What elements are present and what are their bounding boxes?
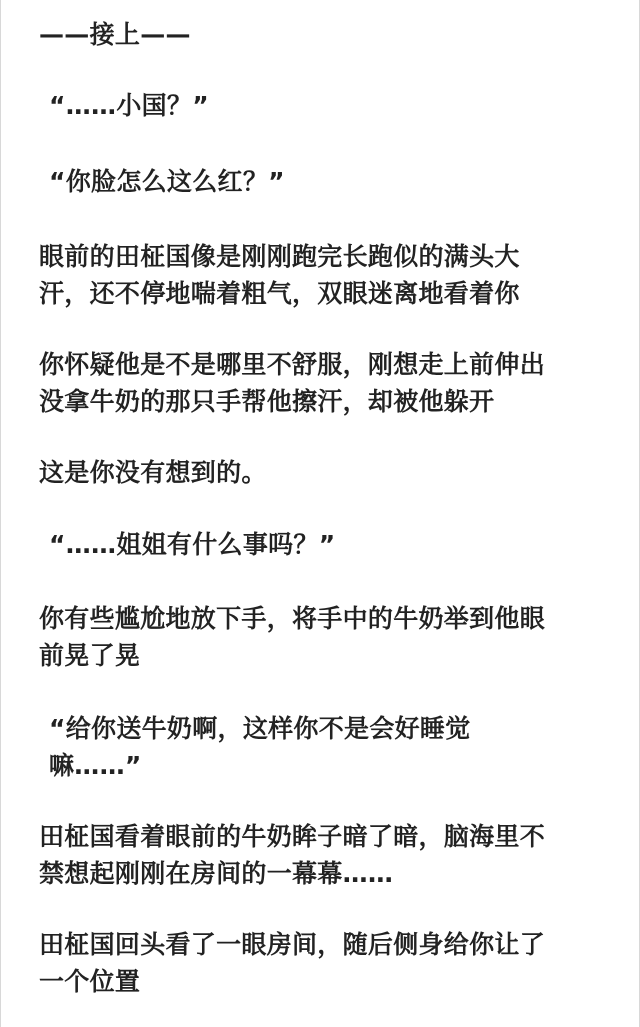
- text-line: 眼前的田柾国像是刚刚跑完长跑似的满头大: [39, 242, 520, 271]
- text-line: 田柾国回头看了一眼房间，随后侧身给你让了: [39, 930, 546, 959]
- narration-paragraph: [39, 454, 619, 491]
- text-line: 这是你没有想到的。: [39, 458, 267, 487]
- text-line: 你怀疑他是不是哪里不舒服，刚想走上前伸出: [39, 350, 546, 379]
- narration-paragraph: [39, 238, 619, 312]
- text-line: 嘛……”: [49, 751, 142, 780]
- text-line: 禁想起刚刚在房间的一幕幕……: [39, 859, 394, 888]
- text-line: “……小国？”: [49, 91, 209, 120]
- text-line: 汗，还不停地喘着粗气，双眼迷离地看着你: [39, 279, 520, 308]
- text-line: 没拿牛奶的那只手帮他擦汗，却被他躲开: [39, 387, 495, 416]
- narration-paragraph: [39, 600, 619, 674]
- text-line: “给你送牛奶啊，这样你不是会好睡觉: [49, 714, 471, 743]
- dialogue-paragraph: [49, 526, 629, 563]
- dialogue-paragraph: [49, 163, 629, 200]
- text-line: 前晃了晃: [39, 641, 141, 670]
- text-line: “你脸怎么这么红？”: [49, 167, 285, 196]
- narration-paragraph: [39, 818, 619, 892]
- text-line: 你有些尴尬地放下手，将手中的牛奶举到他眼: [39, 604, 546, 633]
- text-line: “……姐姐有什么事吗？”: [49, 530, 336, 559]
- text-line: 一个位置: [39, 967, 141, 996]
- continued-header: [39, 16, 619, 53]
- dialogue-paragraph: [49, 87, 629, 124]
- narration-paragraph: [39, 926, 619, 1000]
- text-line: 田柾国看着眼前的牛奶眸子暗了暗，脑海里不: [39, 822, 546, 851]
- narration-paragraph: [39, 346, 619, 420]
- text-line: ——接上——: [39, 20, 191, 49]
- dialogue-paragraph: [49, 710, 629, 784]
